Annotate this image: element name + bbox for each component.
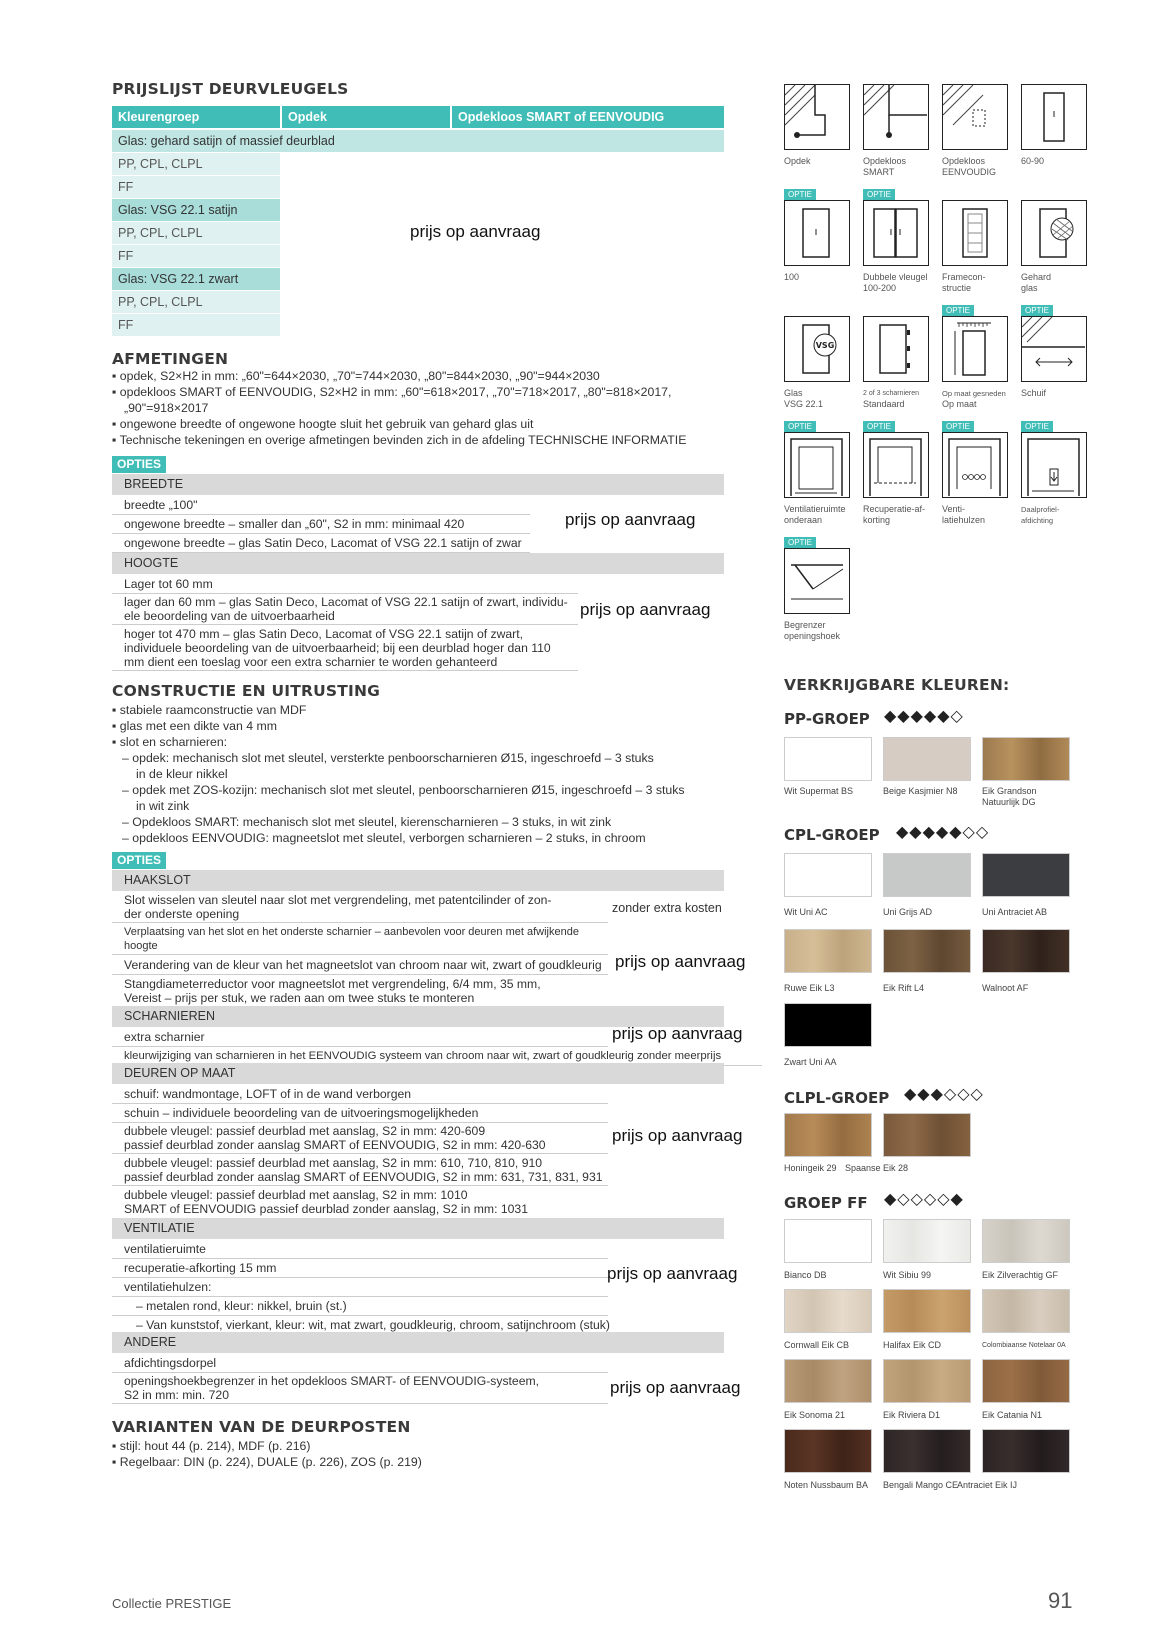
ventilatie-row: ventilatiehulzen: (112, 1279, 608, 1297)
icon-label (863, 504, 937, 526)
diamond-rating-icon: ◆◇◇◇◇◆ (884, 1191, 964, 1208)
label-line: latiehulzen (942, 515, 986, 525)
icon-label (784, 504, 858, 526)
hinges-icon (863, 316, 929, 382)
row-line: dubbele vleugel: passief deurblad met aanslag, S2 in mm: 610, 710, 810, 910 (124, 1156, 543, 1170)
bullet-text: opdekloos SMART of EENVOUDIG, S2×H2 in mm: „60"=618×2017, „70"=718×2017, „80"=818×2017, (119, 385, 672, 399)
opdek-icon (784, 84, 850, 150)
haakslot-row (112, 893, 608, 923)
group-clpl-title: CLPL-GROEP (784, 1089, 890, 1107)
row-pp: PP, CPL, CLPL (112, 153, 280, 175)
recuperation-cut-icon (863, 432, 929, 498)
row-line: ele beoordeling van de uitvoerbaarheid (124, 609, 335, 623)
swatch-uni-grijs (883, 853, 971, 897)
swatch-label: Walnoot AF (982, 983, 1029, 993)
swatch-label: Wit Sibiu 99 (883, 1270, 932, 1280)
swatch-eik-sonoma (784, 1359, 872, 1403)
label-line: Begrenzer (784, 620, 826, 630)
icon-label (942, 272, 1016, 294)
label-line: Daalprofiel- (1021, 505, 1060, 514)
label-line: Recuperatie-af- (863, 504, 926, 514)
swatch-label: Antraciet Eik IJ (957, 1480, 1018, 1490)
opties-badge: OPTIES (112, 852, 166, 869)
row-line: Stangdiameterreductor voor magneetslot met vergrendeling, 6/4 mm, 35 mm, (124, 977, 541, 991)
door-60-90-icon (1021, 84, 1087, 150)
row-line: der onderste opening (124, 907, 240, 921)
row-glas-gehard: Glas: gehard satijn of massief deurblad (112, 130, 724, 152)
swatch-eik-catania (982, 1359, 1070, 1403)
row-line: Slot wisselen van sleutel naar slot met vergrendeling, met patentcilinder of zon- (124, 893, 552, 907)
label-line: Op maat (942, 399, 977, 409)
price-on-request: prijs op aanvraag (612, 1126, 743, 1145)
bullet-text: Opdekloos SMART: mechanisch slot met sleutel, kierenscharnieren – 3 stuks, in wit zink (132, 815, 612, 829)
bullet-text: „90"=918×2017 (124, 401, 209, 415)
hoogte-row (112, 627, 578, 671)
swatch-label: Colombiaanse Notelaar 0A (982, 1342, 1066, 1349)
bullet-text: glas met een dikte van 4 mm (119, 719, 277, 733)
breedte-row: ongewone breedte – glas Satin Deco, Lacomat of VSG 22.1 satijn of zwar (112, 535, 530, 553)
row-pp: PP, CPL, CLPL (112, 222, 280, 244)
optie-badge: OPTIE (1021, 305, 1053, 316)
footer-collection: Collectie PRESTIGE (112, 1596, 232, 1611)
swatch-beige-kasjmier (883, 737, 971, 781)
haakslot-row (112, 925, 608, 955)
price-on-request: prijs op aanvraag (612, 1024, 743, 1043)
ventilatie-row: ventilatieruimte (112, 1241, 608, 1259)
swatch-label: Bianco DB (784, 1270, 827, 1280)
group-ff-title: GROEP FF (784, 1194, 868, 1212)
scharnieren-row: kleurwijziging van scharnieren in het EENVOUDIG systeem van chroom naar wit, zwart of goudkleurig zonder meerprijs (112, 1048, 762, 1066)
optie-badge: OPTIE (784, 537, 816, 548)
drop-seal-icon (1021, 432, 1087, 498)
opdekloos-eenvoudig-icon (942, 84, 1008, 150)
swatch-antraciet-eik (982, 1429, 1070, 1473)
andere-row: afdichtingsdorpel (112, 1355, 608, 1373)
bullet-text: in wit zink (136, 799, 190, 813)
label-line: Standaard (863, 399, 905, 409)
opdekloos-smart-icon (863, 84, 929, 150)
label-line: Venti- (942, 504, 966, 514)
row-line: passief deurblad zonder aanslag SMART of EENVOUDIG, S2 in mm: 420-630 (124, 1138, 546, 1152)
label-line: afdichting (1021, 516, 1054, 525)
bullet-text: ongewone breedte of ongewone hoogte sluit het gebruik van gehard glas uit (119, 417, 534, 431)
optie-badge: OPTIE (863, 421, 895, 432)
label-line: Ventilatieruimte (784, 504, 846, 514)
haakslot-row: Verandering van de kleur van het magneetslot van chroom naar wit, zwart of goudkleurig (112, 957, 608, 975)
swatch-label: Halifax Eik CD (883, 1340, 942, 1350)
bullet-text: opdek: mechanisch slot met sleutel, versterkte penboorscharnieren Ø15, ingeschroefd – 3 stuks (132, 751, 654, 765)
subheader-breedte: BREEDTE (112, 474, 724, 495)
label-line: Opdekloos (942, 156, 986, 166)
swatch-label: Ruwe Eik L3 (784, 983, 835, 993)
label-line: 100-200 (863, 283, 897, 293)
price-on-request: prijs op aanvraag (580, 600, 711, 619)
price-on-request: prijs op aanvraag (610, 1378, 741, 1397)
price-on-request: prijs op aanvraag (565, 510, 696, 529)
row-line: mm dient een toeslag voor een extra scharnier te worden gehanteerd (124, 655, 498, 669)
swatch-label: Honingeik 29 (784, 1163, 837, 1173)
bullet-text: opdek met ZOS-kozijn: mechanisch slot met sleutel, penboorscharnieren Ø15, ingeschroefd – 3 stuks (132, 783, 685, 797)
ventilatie-row: – Van kunststof, vierkant, kleur: wit, mat zwart, goudkleurig, chroom, satijnchroom (stuk) (112, 1317, 632, 1335)
swatch-label: Eik Catania N1 (982, 1410, 1043, 1420)
row-line: Vereist – prijs per stuk, we raden aan om twee stuks te monteren (124, 991, 475, 1005)
price-on-request: prijs op aanvraag (607, 1264, 738, 1283)
swatch-eik-zilverachtig (982, 1219, 1070, 1263)
icon-label: 100 (784, 272, 800, 282)
subheader-deuren-op-maat: DEUREN OP MAAT (112, 1063, 724, 1084)
swatch-label: Wit Uni AC (784, 907, 828, 917)
icon-label: Schuif (1021, 388, 1047, 398)
row-ff: FF (112, 176, 280, 198)
label-line: korting (863, 515, 891, 525)
label-line: Dubbele vleugel (863, 272, 928, 282)
row-vsg-zwart: Glas: VSG 22.1 zwart (112, 268, 280, 290)
icon-label (942, 156, 1016, 178)
constructie-list: ▪ stabiele raamconstructie van MDF ▪ glas met een dikte van 4 mm ▪ slot en scharnieren: – opdek: mechanisch slot met sleutel, versterkte penboorscharnieren Ø15, ingeschroefd – 3 stuks in de kleur nikkel – opdek met ZOS-kozijn: mechanisch slot met sleutel, penboorscharnieren Ø15, ingeschroefd – 3 stuks in wit zink – Opdekloos SMART: mechanisch slot met sleutel, kierenscharnieren – 3 stuks, in wit zink – opdekloos EENVOUDIG: magneetslot met sleutel, verborgen scharnieren – 2 stuks, in chroom (112, 702, 722, 846)
swatch-label: Zwart Uni AA (784, 1057, 837, 1067)
swatch-label: Bengali Mango CE (883, 1480, 959, 1490)
row-line: S2 in mm: min. 720 (124, 1388, 229, 1402)
optie-badge: OPTIE (863, 189, 895, 200)
bullet-text: opdek, S2×H2 in mm: „60"=644×2030, „70"=744×2030, „80"=844×2030, „90"=944×2030 (119, 369, 600, 383)
swatch-cornwall-eik (784, 1289, 872, 1333)
swatch-label: Noten Nussbaum BA (784, 1480, 869, 1490)
no-extra-cost: zonder extra kosten (612, 901, 722, 915)
ventilatie-row: – metalen rond, kleur: nikkel, bruin (st.) (112, 1298, 608, 1316)
group-cpl-title: CPL-GROEP (784, 826, 880, 844)
hoogte-row: Lager tot 60 mm (112, 576, 578, 594)
label-line: Op maat gesneden (942, 389, 1006, 398)
ventilation-sleeves-icon (942, 432, 1008, 498)
frame-construction-icon (942, 200, 1008, 266)
swatch-label: Eik Sonoma 21 (784, 1410, 846, 1420)
swatch-label: Wit Supermat BS (784, 786, 854, 796)
icon-label: 60-90 (1021, 156, 1045, 166)
andere-row (112, 1374, 608, 1404)
double-door-icon (863, 200, 929, 266)
vsg-glass-icon (784, 316, 850, 382)
page-number: 91 (1048, 1588, 1073, 1613)
icon-label (863, 388, 937, 410)
deuren-row (112, 1156, 608, 1186)
row-line: lager dan 60 mm – glas Satin Deco, Lacomat of VSG 22.1 satijn of zwart, individu- (124, 595, 568, 609)
icon-label (942, 504, 1016, 526)
swatch-noten-nussbaum (784, 1429, 872, 1473)
optie-badge: OPTIE (942, 421, 974, 432)
swatch-eik-grandson (982, 737, 1070, 781)
breedte-row: breedte „100" (112, 497, 530, 515)
varianten-list: ▪ stijl: hout 44 (p. 214), MDF (p. 216) ▪ Regelbaar: DIN (p. 224), DUALE (p. 226), ZOS (p. 219) (112, 1439, 422, 1469)
row-line: passief deurblad zonder aanslag SMART of EENVOUDIG, S2 in mm: 631, 731, 831, 931 (124, 1170, 603, 1184)
hoogte-row (112, 595, 578, 625)
th-opdek: Opdek (282, 106, 450, 128)
price-on-request: prijs op aanvraag (410, 222, 541, 241)
bullet-text: stijl: hout 44 (p. 214), MDF (p. 216) (119, 1439, 311, 1453)
subheader-andere: ANDERE (112, 1332, 724, 1353)
section-title-varianten: VARIANTEN VAN DE DEURPOSTEN (112, 1418, 411, 1436)
subheader-ventilatie: VENTILATIE (112, 1218, 724, 1239)
section-title-afmetingen: AFMETINGEN (112, 350, 229, 368)
row-line: dubbele vleugel: passief deurblad met aanslag, S2 in mm: 1010 (124, 1188, 468, 1202)
label-line: Gehard (1021, 272, 1052, 282)
icon-label (784, 388, 858, 410)
bullet-text: slot en scharnieren: (119, 735, 228, 749)
row-ff: FF (112, 245, 280, 267)
label-line: openingshoek (784, 631, 841, 641)
breedte-row: ongewone breedte – smaller dan „60", S2 in mm: minimaal 420 (112, 516, 530, 534)
row-line: hoogte (124, 940, 158, 952)
swatch-ruwe-eik (784, 929, 872, 973)
icon-label (784, 620, 858, 642)
th-kleurengroep: Kleurengroep (112, 106, 280, 128)
row-vsg-satijn: Glas: VSG 22.1 satijn (112, 199, 280, 221)
swatch-label: Uni Grijs AD (883, 907, 933, 917)
th-opdekloos: Opdekloos SMART of EENVOUDIG (452, 106, 724, 128)
price-on-request: prijs op aanvraag (615, 952, 746, 971)
page-title: PRIJSLIJST DEURVLEUGELS (112, 80, 349, 98)
swatch-honingeik (784, 1113, 872, 1157)
swatch-label: Eik Rift L4 (883, 983, 925, 993)
swatch-zwart-uni (784, 1003, 872, 1047)
swatch-label: Eik Zilverachtig GF (982, 1270, 1059, 1280)
swatch-label: Eik Riviera D1 (883, 1410, 941, 1420)
icon-label (942, 388, 1016, 410)
icon-label: Opdek (784, 156, 811, 166)
optie-badge: OPTIE (784, 421, 816, 432)
swatch-uni-antraciet (982, 853, 1070, 897)
swatch-label (982, 786, 1037, 808)
swatch-wit-supermat (784, 737, 872, 781)
swatch-label: Spaanse Eik 28 (845, 1163, 909, 1173)
diamond-rating-icon: ◆◆◆◆◆◇◇ (896, 824, 990, 841)
subheader-scharnieren: SCHARNIEREN (112, 1006, 724, 1027)
deuren-row: schuif: wandmontage, LOFT of in de wand verborgen (112, 1086, 608, 1104)
row-line: SMART of EENVOUDIG passief deurblad zonder aanslag, S2 in mm: 1031 (124, 1202, 528, 1216)
swatch-bengali-mango (883, 1429, 971, 1473)
ventilation-gap-icon (784, 432, 850, 498)
afmetingen-list: ▪ opdek, S2×H2 in mm: „60"=644×2030, „70"=744×2030, „80"=844×2030, „90"=944×2030 ▪ opdekloos SMART of EENVOUDIG, S2×H2 in mm: „60"=618×2017, „70"=718×2017, „80"=818×2017, „90"=918×2017 ▪ ongewone breedte of ongewone hoogte sluit het gebruik van gehard glas uit ▪ Technische tekeningen en overige afmetingen bevinden zich in de afdeling TECHNISCHE INFORMATIE (112, 368, 712, 448)
swatch-walnoot (982, 929, 1070, 973)
optie-badge: OPTIE (1021, 421, 1053, 432)
ventilatie-row: recuperatie-afkorting 15 mm (112, 1260, 608, 1278)
row-line: Verplaatsing van het slot en het onderste scharnier – aanbevolen voor deuren met afwijkende (124, 926, 579, 938)
row-ff: FF (112, 314, 280, 336)
bullet-text: in de kleur nikkel (136, 767, 228, 781)
row-line: openingshoekbegrenzer in het opdekloos SMART- of EENVOUDIG-systeem, (124, 1374, 540, 1388)
scharnieren-row: extra scharnier (112, 1029, 608, 1047)
vsg-text: VSG (815, 341, 835, 350)
row-line: dubbele vleugel: passief deurblad met aanslag, S2 in mm: 420-609 (124, 1124, 486, 1138)
swatch-wit-uni (784, 853, 872, 897)
deuren-row (112, 1124, 608, 1154)
subheader-hoogte: HOOGTE (112, 553, 724, 574)
label-line: EENVOUDIG (942, 167, 997, 177)
optie-badge: OPTIE (942, 305, 974, 316)
label-line: Glas (784, 388, 803, 398)
subheader-haakslot: HAAKSLOT (112, 870, 724, 891)
tempered-glass-icon (1021, 200, 1087, 266)
swatch-label: Cornwall Eik CB (784, 1340, 850, 1350)
label-line: Eik Grandson (982, 786, 1037, 796)
row-pp: PP, CPL, CLPL (112, 291, 280, 313)
swatch-spaanse-eik (883, 1113, 971, 1157)
label-line: glas (1021, 283, 1038, 293)
label-line: onderaan (784, 515, 823, 525)
diamond-rating-icon: ◆◆◆◇◇◇ (904, 1086, 984, 1103)
icon-label (1021, 504, 1095, 526)
haakslot-row (112, 977, 608, 1007)
row-line: hoger tot 470 mm – glas Satin Deco, Lacomat of VSG 22.1 satijn of zwart, (124, 627, 524, 641)
door-100-icon (784, 200, 850, 266)
icon-label (863, 272, 937, 294)
label-line: Natuurlijk DG (982, 797, 1036, 807)
section-title-constructie: CONSTRUCTIE EN UITRUSTING (112, 682, 381, 700)
icon-label (1021, 272, 1095, 294)
label-line: VSG 22.1 (784, 399, 824, 409)
swatch-colombiaanse-notelaar (982, 1289, 1070, 1333)
custom-size-icon (942, 316, 1008, 382)
swatch-eik-rift (883, 929, 971, 973)
optie-badge: OPTIE (784, 189, 816, 200)
label-line: Opdekloos (863, 156, 907, 166)
bullet-text: Technische tekeningen en overige afmetingen bevinden zich in de afdeling TECHNISCHE INFORMATIE (119, 433, 687, 447)
label-line: 2 of 3 scharnieren (863, 390, 920, 397)
swatch-label: Uni Antraciet AB (982, 907, 1048, 917)
opening-angle-limiter-icon (784, 548, 850, 614)
swatch-label: Beige Kasjmier N8 (883, 786, 958, 796)
deuren-row (112, 1188, 608, 1218)
label-line: SMART (863, 167, 895, 177)
label-line: structie (942, 283, 972, 293)
swatch-eik-riviera (883, 1359, 971, 1403)
swatch-halifax-eik (883, 1289, 971, 1333)
diamond-rating-icon: ◆◆◆◆◆◇ (884, 708, 964, 725)
swatch-wit-sibiu (883, 1219, 971, 1263)
swatch-bianco (784, 1219, 872, 1263)
label-line: Framecon- (942, 272, 986, 282)
sliding-door-icon (1021, 316, 1087, 382)
bullet-text: Regelbaar: DIN (p. 224), DUALE (p. 226), ZOS (p. 219) (119, 1455, 422, 1469)
opties-badge: OPTIES (112, 456, 166, 473)
icon-label (863, 156, 937, 178)
bullet-text: opdekloos EENVOUDIG: magneetslot met sleutel, verborgen scharnieren – 2 stuks, in chroom (132, 831, 646, 845)
row-line: individuele beoordeling van de uitvoerbaarheid; bij een deurblad hoger dan 110 (124, 641, 551, 655)
group-pp-title: PP-GROEP (784, 710, 870, 728)
colors-title: VERKRIJGBARE KLEUREN: (784, 676, 1010, 694)
bullet-text: stabiele raamconstructie van MDF (119, 703, 307, 717)
deuren-row: schuin – individuele beoordeling van de uitvoeringsmogelijkheden (112, 1105, 608, 1123)
